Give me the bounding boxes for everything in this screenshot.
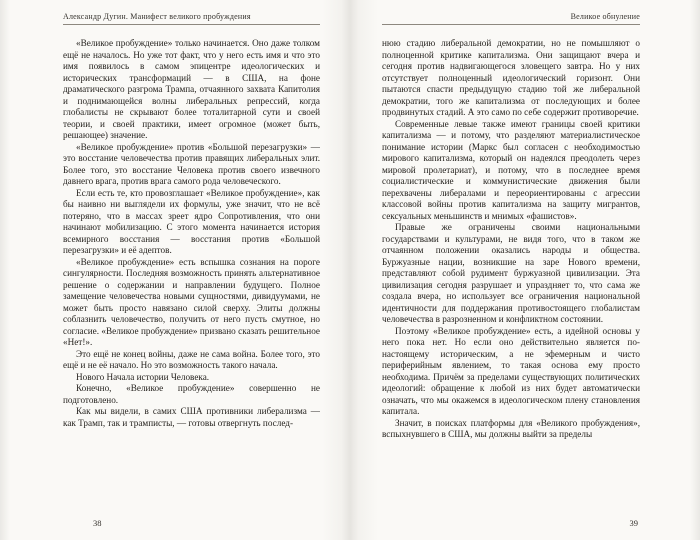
paragraph: Как мы видели, в самих США противники либерализма — как Трамп, так и трамписты, — готовы отвергнуть послед- bbox=[63, 406, 320, 428]
running-head-rule-left bbox=[63, 24, 320, 25]
paragraph: Нового Начала истории Человека. bbox=[76, 371, 210, 382]
paragraph: «Великое пробуждение» против «Большой перезагрузки» — это восстание человечества против правящих либеральных элит. Более того, это восстание Человека против своего извечного давнего врага, против врага самого рода человеческого. bbox=[63, 141, 320, 186]
paragraph: Поэтому «Великое пробуждение» есть, а идейной основы у него пока нет. Но если оно действительно является по-настоящему историческим, а не эфемерным и чисто периферийным явлением, то такая основа ему просто необходима. Причём за пределами существующих политических идеологий: обращение к любой из них будет автоматически означать, что мы окажемся в идеологическом плену становления капитала. bbox=[382, 325, 640, 416]
paragraph: нюю стадию либеральной демократии, но не помышляют о полноценной критике капитализма. Они защищают вчера и сегодня против надвигающегося зловещего завтра. Но у них отсутствует полноценный идеологический горизонт. Они пытаются спасти предыдущую стадию той же либеральной демократии, того же капитализма от последующих и более продвинутых стадий. А это само по себе содержит противоречие. bbox=[382, 38, 640, 117]
running-head-left: Александр Дугин. Манифест великого пробуждения bbox=[63, 12, 251, 21]
page-number-right: 39 bbox=[629, 518, 638, 528]
page-number-left: 38 bbox=[93, 518, 102, 528]
right-page bbox=[350, 0, 700, 540]
paragraph: Современные левые также имеют границы своей критики капитализма — и потому, что разделяют материалистическое понимание истории (Маркс был согласен с необходимостью мирового капитализма, который он надеялся преодолеть через мировой пролетариат), и потому, что в последнее время социалистические и коммунистические движения были перехвачены либералами и переориентированы с агрессии классовой войны против капитализма на защиту мигрантов, сексуальных меньшинств и мнимых «фашистов». bbox=[382, 118, 640, 221]
paragraph: Значит, в поисках платформы для «Великого пробуждения», вспыхнувшего в США, мы должны выйти за пределы bbox=[382, 417, 640, 439]
paragraph: Это ещё не конец войны, даже не сама война. Более того, это ещё и не её начало. Но это возможность такого начала. bbox=[63, 348, 320, 370]
right-page-text bbox=[382, 38, 640, 441]
paragraph: Если есть те, кто провозглашает «Великое пробуждение», как бы наивно ни выглядели их формулы, уже значит, что не всё потеряно, что в массах зреет ядро Сопротивления, что они начинают мобилизацию. С этого момента начинается история всемирного восстания — восстания против «Большой перезагрузки» и её адептов. bbox=[63, 187, 320, 255]
running-head-rule-right bbox=[382, 24, 640, 25]
left-page-text bbox=[63, 38, 320, 429]
running-head-right: Великое обнуление bbox=[570, 12, 640, 21]
paragraph: Правые же ограничены своими национальными государствами и культурами, не видя того, что в таком же отчаянном положении оказались народы и общества. Буржуазные нации, возникшие на заре Нового времени, представляют собой рудимент буржуазной цивилизации. Эта цивилизация сегодня разрушает и упраздняет то, что сама же создала вчера, но использует все ограничения национальной идентичности для поддержания противостоящего глобалистам человечества в разрозненном и конфликтном состоянии. bbox=[382, 222, 640, 324]
paragraph: Конечно, «Великое пробуждение» совершенно не подготовлено. bbox=[63, 383, 320, 405]
paragraph: «Великое пробуждение» только начинается. Оно даже толком ещё не началось. Но уже тот факт, что у него есть имя и что это имя появилось в самом эпицентре идеологических и исторических трансформаций — в США, на фоне драматического разгрома Трампа, отчаянного захвата Капитолия и поднимающейся волны либеральных репрессий, когда глобалисты не скрывают более тоталитарной сути и своей теории, и своей практики, имеет огромное (может быть, решающее) значение. bbox=[63, 38, 320, 140]
paragraph: «Великое пробуждение» есть вспышка сознания на пороге сингулярности. Последняя возможность принять альтернативное решение о содержании и направлении будущего. Полное замещение человечества новыми сущностями, дивидуумами, не может быть просто навязано силой сверху. Элиты должны соблазнить человечество, получить от него пусть смутное, но согласие. «Великое пробуждение» призвано сказать решительное «Нет!». bbox=[63, 256, 320, 347]
